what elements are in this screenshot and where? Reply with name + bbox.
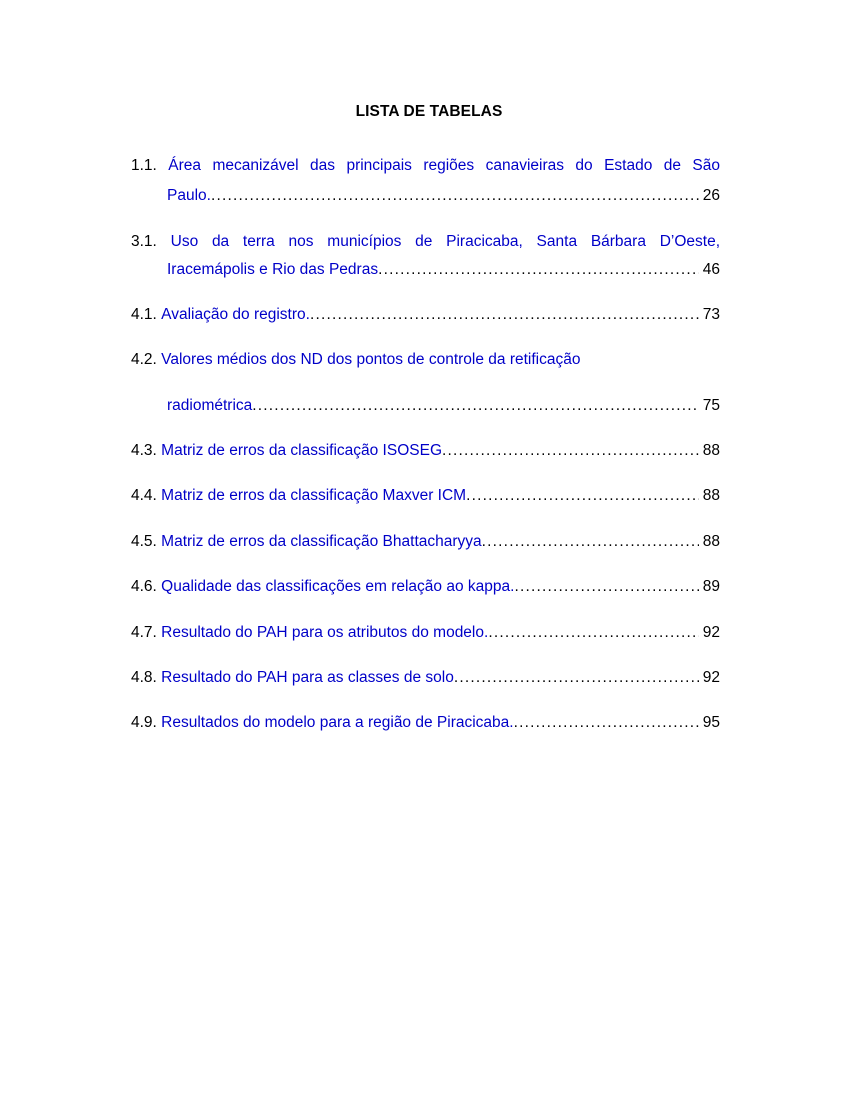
page-number: 73	[702, 306, 720, 323]
page-number: 95	[702, 714, 720, 731]
list-item[interactable]	[131, 350, 720, 370]
entry-title-line2[interactable]: radiométrica	[167, 397, 253, 414]
list-item[interactable]	[131, 713, 720, 733]
list-item[interactable]	[131, 156, 720, 176]
page-number: 89	[702, 578, 720, 595]
page-number: 88	[702, 487, 720, 504]
entry-title-line2[interactable]: Paulo.	[167, 187, 211, 204]
dot-leader	[310, 305, 699, 325]
list-item[interactable]	[131, 623, 720, 643]
list-item[interactable]	[131, 668, 720, 688]
entry-title[interactable]: Matriz de erros da classificação ISOSEG	[161, 442, 442, 459]
page-number: 88	[702, 533, 720, 550]
list-item[interactable]	[131, 232, 720, 252]
page-number: 75	[702, 397, 720, 414]
list-item-continuation[interactable]	[167, 396, 720, 416]
list-item-continuation[interactable]	[167, 186, 720, 206]
entry-number: 4.2.	[131, 351, 157, 368]
entry-number: 4.1.	[131, 306, 157, 323]
dot-leader	[514, 713, 699, 733]
entry-title-line1[interactable]: Uso da terra nos municípios de Piracicaba, Santa Bárbara D’Oeste,	[170, 233, 721, 250]
entry-number: 4.5.	[131, 533, 157, 550]
entry-number: 3.1.	[131, 233, 157, 250]
page-number: 92	[702, 624, 720, 641]
list-item[interactable]	[131, 486, 720, 506]
list-item[interactable]	[131, 532, 720, 552]
dot-leader	[442, 441, 699, 461]
entry-title-line1[interactable]: Área mecanizável das principais regiões canavieiras do Estado de São	[168, 157, 721, 174]
page-number: 92	[702, 669, 720, 686]
entry-title[interactable]: Matriz de erros da classificação Bhattacharyya	[161, 533, 482, 550]
entry-number: 4.4.	[131, 487, 157, 504]
entry-number: 4.8.	[131, 669, 157, 686]
list-item-continuation[interactable]	[167, 260, 720, 280]
dot-leader	[454, 668, 699, 688]
dot-leader	[514, 577, 698, 597]
entry-title[interactable]: Matriz de erros da classificação Maxver ICM	[161, 487, 467, 504]
entry-number: 4.6.	[131, 578, 157, 595]
list-item[interactable]	[131, 577, 720, 597]
entry-title[interactable]: Avaliação do registro.	[161, 306, 310, 323]
page-number: 88	[702, 442, 720, 459]
list-item[interactable]	[131, 305, 720, 325]
entry-number: 4.7.	[131, 624, 157, 641]
dot-leader	[378, 260, 699, 280]
dot-leader	[211, 186, 699, 206]
entry-title[interactable]: Resultados do modelo para a região de Piracicaba.	[161, 714, 514, 731]
dot-leader	[252, 396, 698, 416]
entry-title-line1[interactable]: Valores médios dos ND dos pontos de controle da retificação	[161, 351, 581, 368]
entry-title-line2[interactable]: Iracemápolis e Rio das Pedras	[167, 261, 379, 278]
entry-title[interactable]: Resultado do PAH para os atributos do modelo.	[161, 624, 489, 641]
list-item[interactable]	[131, 441, 720, 461]
page-title: LISTA DE TABELAS	[355, 103, 503, 120]
page-number: 46	[702, 261, 720, 278]
entry-title[interactable]: Resultado do PAH para as classes de solo	[161, 669, 454, 686]
entry-number: 1.1.	[131, 157, 157, 174]
entry-number: 4.9.	[131, 714, 157, 731]
dot-leader	[488, 623, 698, 643]
dot-leader	[482, 532, 699, 552]
entry-number: 4.3.	[131, 442, 157, 459]
page-number: 26	[702, 187, 720, 204]
dot-leader	[466, 486, 699, 506]
entry-title[interactable]: Qualidade das classificações em relação ao kappa.	[161, 578, 515, 595]
